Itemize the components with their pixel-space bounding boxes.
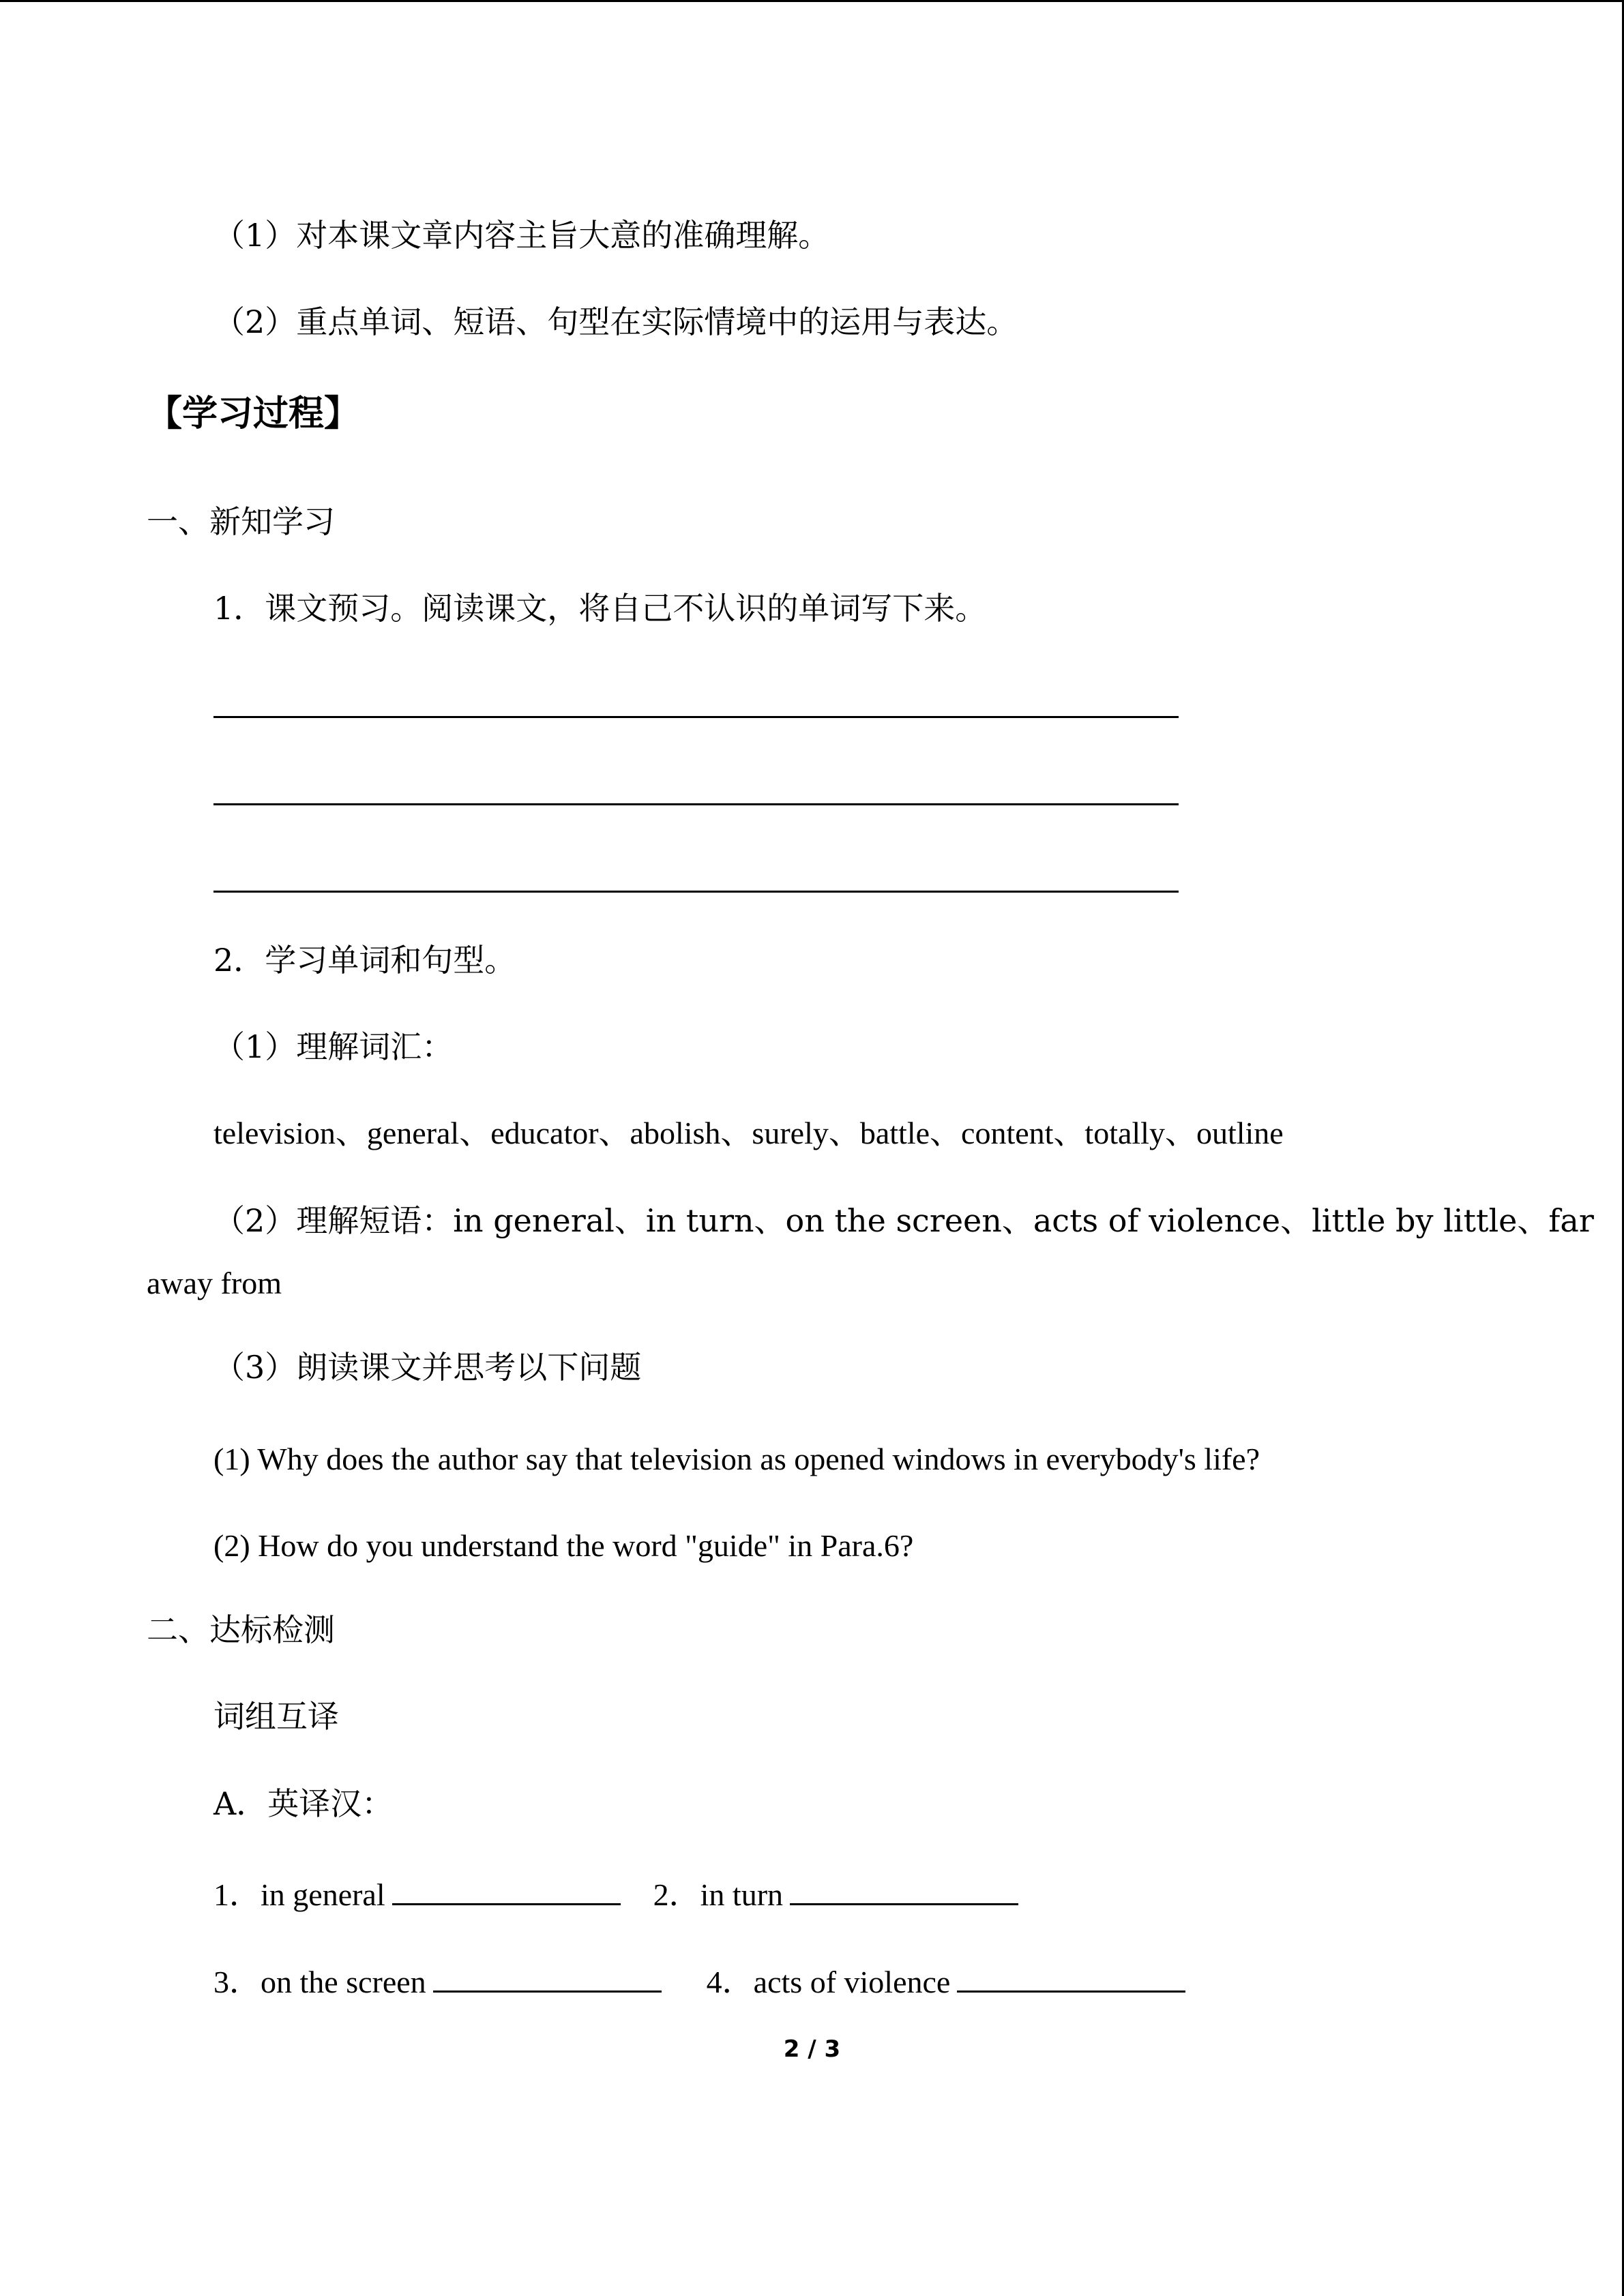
item1-preview-task: 1．课文预习。阅读课文，将自己不认识的单词写下来。 — [213, 590, 987, 627]
answer-line-3[interactable] — [213, 891, 1179, 893]
section-heading: 【学习过程】 — [147, 393, 360, 434]
exercise-2-label: 2．in turn — [653, 1877, 784, 1912]
exercise-row-1 — [213, 1873, 1018, 1915]
exercise-3-label: 3．on the screen — [213, 1965, 426, 1999]
exercise-2-blank[interactable] — [790, 1873, 1018, 1905]
exercise-4-label: 4．acts of violence — [706, 1965, 951, 1999]
question-1: (1) Why does the author say that television as opened windows in everybody's life? — [213, 1442, 1260, 1476]
page-number: 2 / 3 — [783, 2036, 841, 2063]
vocab-list: television、general、educator、abolish、surely、battle、content、totally、outline — [213, 1116, 1284, 1150]
part2-subtitle: 词组互译 — [213, 1698, 339, 1735]
item2-learn-words: 2．学习单词和句型。 — [213, 942, 516, 979]
exercise-1-blank[interactable] — [392, 1873, 621, 1905]
read-label: （3）朗读课文并思考以下问题 — [213, 1349, 642, 1386]
exercise-3-blank[interactable] — [433, 1960, 662, 1993]
part1-title: 一、新知学习 — [147, 503, 335, 540]
exercise-1-label: 1．in general — [213, 1877, 385, 1912]
phrases-line-2: away from — [147, 1266, 282, 1300]
answer-line-1[interactable] — [213, 716, 1179, 718]
objective-1: （1）对本课文章内容主旨大意的准确理解。 — [213, 217, 830, 254]
section-a-label: A．英译汉： — [213, 1785, 394, 1822]
vocab-label: （1）理解词汇： — [213, 1028, 454, 1065]
phrases-line-1: （2）理解短语：in general、in turn、on the screen、acts of violence、little by little、far — [213, 1202, 1594, 1239]
objective-2: （2）重点单词、短语、句型在实际情境中的运用与表达。 — [213, 303, 1018, 340]
exercise-4-blank[interactable] — [957, 1960, 1185, 1993]
answer-line-2[interactable] — [213, 803, 1179, 805]
exercise-row-2 — [213, 1960, 1185, 2003]
question-2: (2) How do you understand the word "guide" in Para.6? — [213, 1528, 914, 1563]
page-border-top — [0, 0, 1624, 2]
part2-title: 二、达标检测 — [147, 1611, 335, 1648]
